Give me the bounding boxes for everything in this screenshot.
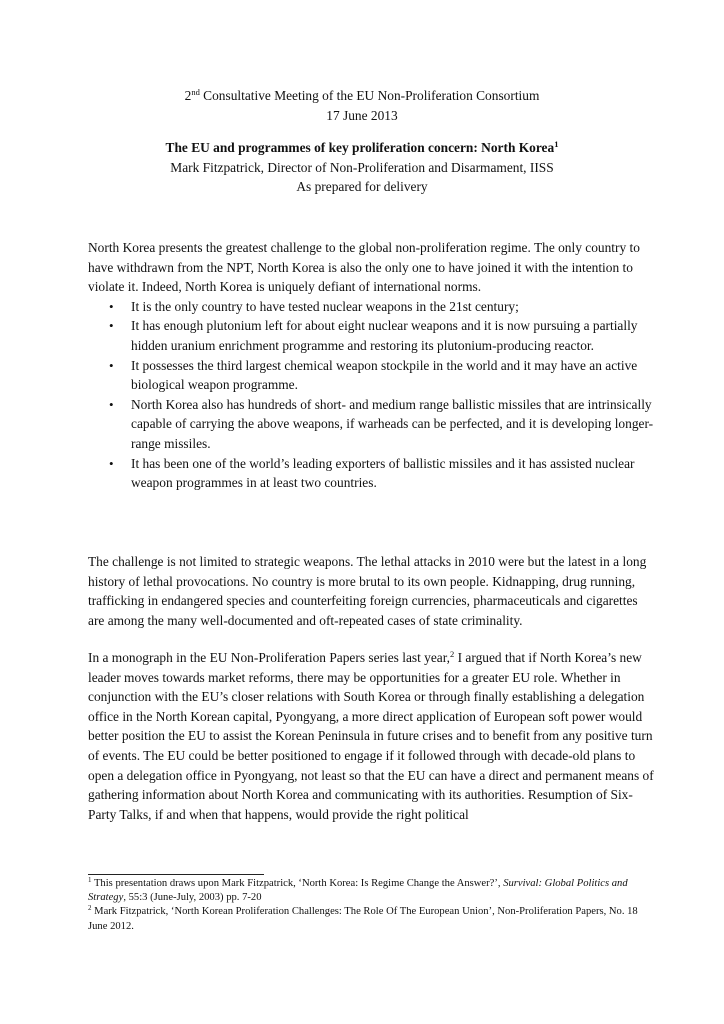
- footnote-text: Mark Fitzpatrick, ‘North Korean Proliferation Challenges: The Role Of The European Union’, Non-Proliferation Papers, No. 18 June 2012.: [88, 906, 638, 932]
- meeting-name: Consultative Meeting of the EU Non-Proliferation Consortium: [199, 88, 540, 103]
- list-item-text: It has enough plutonium left for about eight nuclear weapons and it is now pursuing a partially hidden uranium enrichment programme and restoring its plutonium-producing reactor.: [131, 318, 638, 353]
- list-item: [88, 454, 654, 493]
- document-title: The EU and programmes of key proliferation concern: North Korea: [165, 140, 555, 155]
- intro-section: [88, 238, 654, 493]
- meeting-ordinal: 2: [184, 88, 192, 103]
- meeting-date: 17 June 2013: [326, 107, 398, 123]
- footnote-journal: Survival: Global Politics and Strategy: [88, 878, 628, 904]
- document-title-line: [0, 138, 724, 158]
- monograph-section: [88, 648, 654, 824]
- bullet-icon: •: [109, 298, 114, 314]
- bullet-icon: •: [109, 455, 114, 471]
- list-item: [88, 297, 654, 317]
- footnote: [88, 877, 654, 905]
- author-line: Mark Fitzpatrick, Director of Non-Proliferation and Disarmament, IISS: [170, 159, 554, 175]
- footnotes: [88, 877, 654, 934]
- bullet-icon: •: [109, 396, 114, 412]
- document-header: [0, 86, 724, 197]
- list-item: [88, 356, 654, 395]
- challenge-section: [88, 552, 654, 630]
- list-item-text: It possesses the third largest chemical weapon stockpile in the world and it may have an active biological weapon programme.: [131, 357, 638, 393]
- footnote-text-end: , 55:3 (June-July, 2003) pp. 7-20: [123, 892, 262, 904]
- list-item: [88, 316, 654, 355]
- footnote-number: 1: [88, 876, 92, 884]
- footnote-ref-2: 2: [450, 649, 455, 659]
- intro-paragraph: North Korea presents the greatest challenge to the global non-proliferation regime. The only country to have withdrawn from the NPT, North Korea is also the only one to have joined it with the intention to violate it. Indeed, North Korea is uniquely defiant of international norms.: [88, 240, 640, 295]
- list-item-text: North Korea also has hundreds of short- and medium range ballistic missiles that are intrinsically capable of carrying the above weapons, if warheads can be perfected, and it is developing longer-range missiles.: [131, 396, 654, 451]
- monograph-text-start: In a monograph in the EU Non-Proliferation Papers series last year,: [88, 650, 451, 665]
- bullet-icon: •: [109, 318, 114, 334]
- list-item-text: It has been one of the world’s leading exporters of ballistic missiles and it has assisted nuclear weapon programmes in at least two countries.: [131, 455, 635, 491]
- delivery-note: As prepared for delivery: [296, 179, 428, 194]
- footnote: [88, 905, 654, 933]
- meeting-line: [0, 86, 724, 106]
- bullet-list: [88, 297, 654, 493]
- bullet-icon: •: [109, 357, 114, 373]
- footnote-divider: [88, 874, 264, 875]
- footnote-ref-1: 1: [554, 139, 559, 149]
- footnote-number: 2: [88, 904, 92, 913]
- challenge-paragraph: The challenge is not limited to strategic weapons. The lethal attacks in 2010 were but the latest in a long history of lethal provocations. No country is more brutal to its own people. Kidnapping, drug running, trafficking in endangered species and counterfeiting foreign currencies, pharmaceuticals and cigarettes are among the many well-documented and oft-repeated cases of state criminality.: [88, 554, 647, 628]
- monograph-paragraph: [88, 648, 654, 824]
- list-item: [88, 395, 654, 454]
- meeting-ordinal-suffix: nd: [191, 87, 200, 97]
- list-item-text: It is the only country to have tested nuclear weapons in the 21st century;: [131, 298, 519, 314]
- footnote-text: This presentation draws upon Mark Fitzpatrick, ‘North Korea: Is Regime Change the Answer?’,: [91, 878, 504, 889]
- monograph-text-rest: I argued that if North Korea’s new leader moves towards market reforms, there may be opportunities for a greater EU role. Whether in conjunction with the EU’s closer relations with South Korea or through finally establishing a delegation office in the North Korean capital, Pyongyang, a more direct application of European soft power would better position the EU to assist the Korean Peninsula in future crises and to benefit from any positive turn of events. The EU could be better positioned to engage if it followed through with decade-old plans to open a delegation office in Pyongyang, not least so that the EU can have a direct and permanent means of gathering information about North Korea and communicating with its authorities. Resumption of Six-Party Talks, if and when that happens, would provide the right political: [88, 650, 654, 822]
